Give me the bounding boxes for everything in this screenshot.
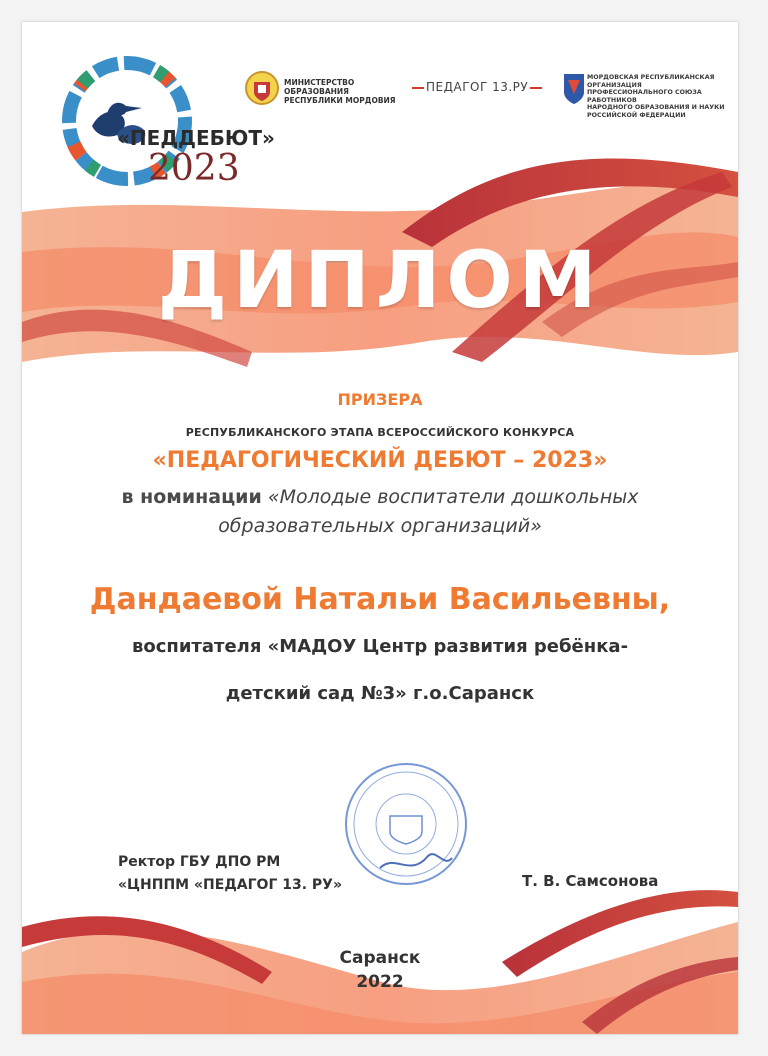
issue-city: Саранск bbox=[339, 948, 421, 968]
official-stamp-icon bbox=[340, 758, 472, 890]
peddebut-logo-year: 2023 bbox=[148, 148, 240, 189]
nomination-line1 bbox=[22, 486, 738, 508]
diploma-sheet bbox=[22, 22, 738, 1034]
ministry-name bbox=[284, 78, 414, 105]
ministry-line1: МИНИСТЕРСТВО ОБРАЗОВАНИЯ bbox=[284, 78, 355, 96]
union-emblem-icon bbox=[562, 70, 586, 106]
nomination-prefix: в номинации bbox=[121, 486, 262, 508]
recipient-name: Дандаевой Натальи Васильевны, bbox=[89, 582, 671, 617]
recipient-position-line1: воспитателя «МАДОУ Центр развития ребёнка- bbox=[131, 636, 629, 657]
union-name bbox=[587, 74, 737, 120]
diploma-subtitle: ПРИЗЕРА bbox=[337, 390, 423, 409]
peddebut-logo-title: «ПЕДДЕБЮТ» bbox=[117, 126, 275, 150]
issue-year: 2022 bbox=[356, 972, 404, 992]
diploma-title: ДИПЛОМ bbox=[157, 236, 603, 326]
recipient-position-line2: детский сад №3» г.о.Саранск bbox=[225, 683, 535, 704]
rector-title-line1: Ректор ГБУ ДПО РМ bbox=[118, 854, 281, 870]
union-line1: МОРДОВСКАЯ РЕСПУБЛИКАНСКАЯ ОРГАНИЗАЦИЯ bbox=[587, 74, 715, 89]
contest-stage: РЕСПУБЛИКАНСКОГО ЭТАПА ВСЕРОССИЙСКОГО КОНКУРСА bbox=[185, 426, 575, 439]
ministry-emblem-icon bbox=[244, 70, 280, 106]
nomination-line2: образовательных организаций» bbox=[218, 515, 542, 537]
signer-name: Т. В. Самсонова bbox=[522, 872, 659, 890]
ministry-line2: РЕСПУБЛИКИ МОРДОВИЯ bbox=[284, 96, 396, 105]
pedagog13-logo-text: ПЕДАГОГ 13.РУ bbox=[426, 80, 529, 94]
union-line2: ПРОФЕССИОНАЛЬНОГО СОЮЗА РАБОТНИКОВ bbox=[587, 89, 702, 104]
union-line3: НАРОДНОГО ОБРАЗОВАНИЯ И НАУКИ bbox=[587, 104, 725, 112]
nomination-title-part1: «Молодые воспитатели дошкольных bbox=[267, 486, 639, 508]
pedagog13-logo bbox=[410, 80, 544, 94]
rector-title-line2: «ЦНППМ «ПЕДАГОГ 13. РУ» bbox=[118, 877, 343, 893]
contest-name: «ПЕДАГОГИЧЕСКИЙ ДЕБЮТ – 2023» bbox=[152, 448, 608, 473]
union-line4: РОССИЙСКОЙ ФЕДЕРАЦИИ bbox=[587, 111, 686, 119]
